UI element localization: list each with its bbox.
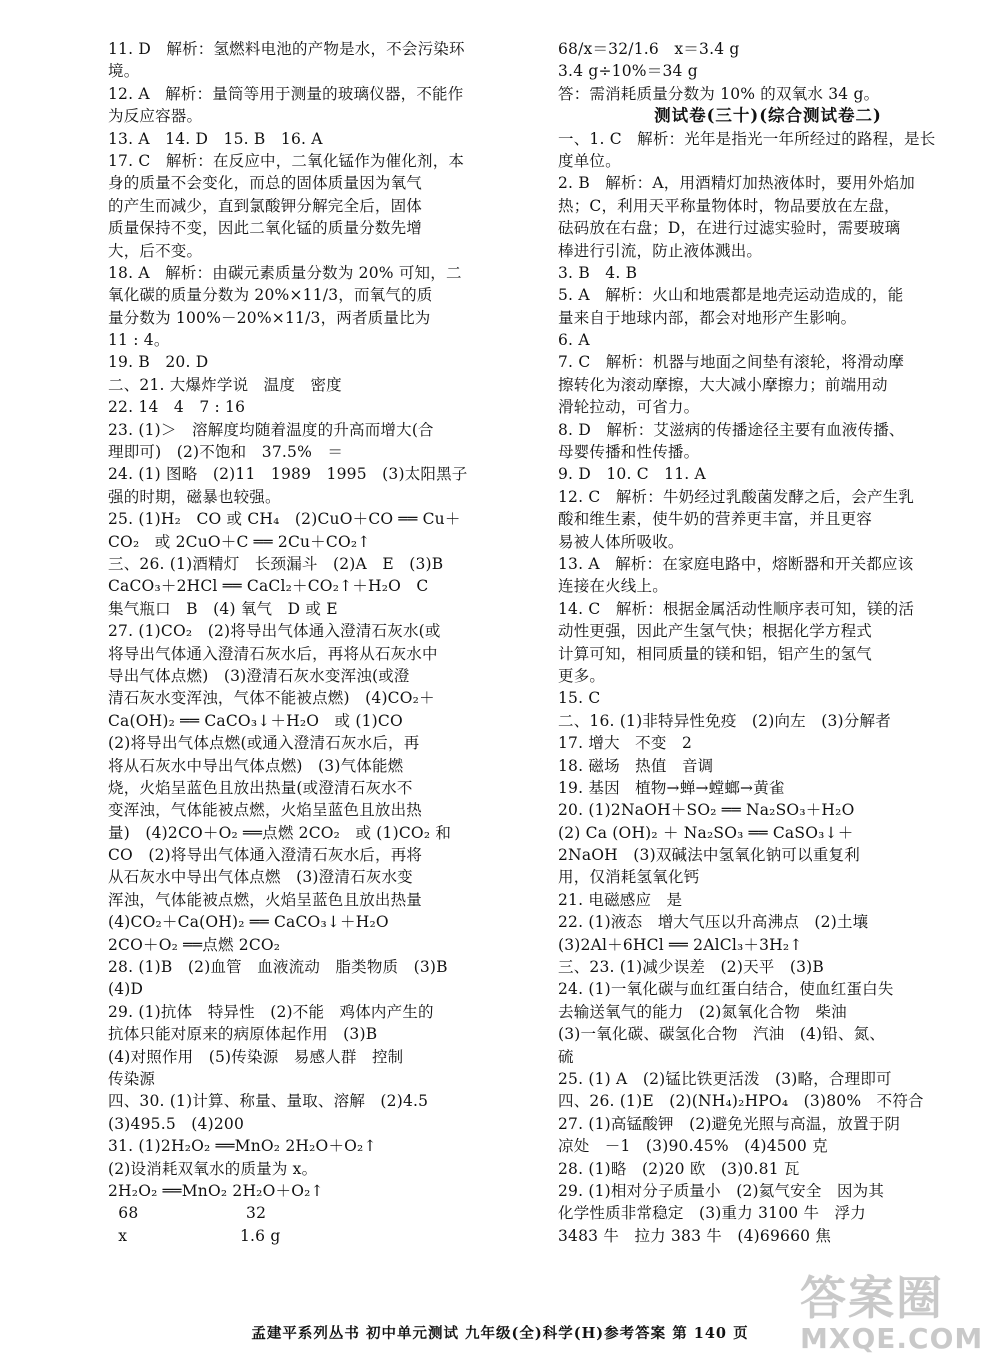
answer-line: 13. A 解析：在家庭电路中，熔断器和开关都应该 (558, 554, 914, 573)
answer-line: (2) Ca (OH)₂ ＋ Na₂SO₃ ══ CaSO₃↓＋ (558, 823, 854, 842)
answer-line: 11. D 解析：氢燃料电池的产物是水，不会污染环 (108, 40, 465, 58)
answer-line: 28. (1)B (2)血管 血液流动 脂类物质 (3)B (108, 958, 448, 977)
answer-line: 去输送氧气的能力 (2)氮氧化合物 柴油 (558, 1002, 847, 1021)
answer-line: 答：需消耗质量分数为 10% 的双氧水 34 g。 (558, 84, 880, 103)
left-column (108, 38, 540, 1247)
answer-line: 12. C 解析：牛奶经过乳酸菌发酵之后，会产生乳 (558, 487, 915, 506)
answer-line: 境。 (108, 62, 140, 81)
answer-line: 连接在火线上。 (558, 577, 668, 596)
answer-line: 母婴传播和性传播。 (558, 443, 700, 462)
answer-line: 12. A 解析：量筒等用于测量的玻璃仪器，不能作 (108, 84, 464, 103)
answer-line: 抗体只能对原来的病原体起作用 (3)B (108, 1025, 378, 1044)
answer-line: 传染源 (108, 1069, 156, 1088)
answer-line: 硫 (558, 1047, 574, 1066)
answer-line: (2)将导出气体点燃(或通入澄清石灰水后，再 (108, 734, 420, 753)
answer-line: 强的时期，磁暴也较强。 (108, 487, 281, 506)
answer-line: 25. (1)H₂ CO 或 CH₄ (2)CuO＋CO ══ Cu＋ (108, 510, 461, 529)
answer-line: 烧，火焰呈蓝色且放出热量(或澄清石灰水不 (108, 778, 413, 797)
right-column (558, 38, 978, 1247)
answer-line: 三、23. (1)减少误差 (2)天平 (3)B (558, 958, 824, 977)
answer-line: 68/x＝32/1.6 x＝3.4 g (558, 40, 740, 58)
answer-line: 2. B 解析：A，用酒精灯加热液体时，要用外焰加 (558, 174, 915, 193)
answer-line: 凉处 －1 (3)90.45% (4)4500 克 (558, 1137, 828, 1156)
answer-line: 集气瓶口 B (4) 氧气 D 或 E (108, 599, 338, 618)
answer-line: (3)2Al＋6HCl ══ 2AlCl₃＋3H₂↑ (558, 935, 803, 954)
watermark-text: 答案圈 (800, 1271, 944, 1325)
answer-line: 动性更强，因此产生氢气快；根据化学方程式 (558, 622, 873, 641)
answer-line: (3)一氧化碳、碳氢化合物 汽油 (4)铅、氮、 (558, 1025, 886, 1044)
answer-line: CO₂ 或 2CuO＋C ══ 2Cu＋CO₂↑ (108, 532, 371, 551)
answer-line: 18. 磁场 热值 音调 (558, 756, 714, 775)
answer-line: 一、1. C 解析：光年是指光一年所经过的路程，是长 (558, 129, 936, 148)
answer-line: 易被人体所吸收。 (558, 532, 684, 551)
answer-line: 化学性质非常稳定 (3)重力 3100 牛 浮力 (558, 1204, 866, 1223)
answer-line: 计算可知，相同质量的镁和铝，铝产生的氢气 (558, 644, 873, 663)
answer-line: 3.4 g÷10%＝34 g (558, 62, 698, 81)
answer-line: Ca(OH)₂ ══ CaCO₃↓＋H₂O 或 (1)CO (108, 711, 403, 730)
answer-line: 5. A 解析：火山和地震都是地壳运动造成的，能 (558, 286, 904, 305)
answer-line: 三、26. (1)酒精灯 长颈漏斗 (2)A E (3)B (108, 554, 444, 573)
answer-line: 6. A (558, 331, 590, 350)
answer-line: 8. D 解析：艾滋病的传播途径主要有血液传播、 (558, 420, 905, 439)
answer-line: 3. B 4. B (558, 263, 638, 282)
answer-line: 19. B 20. D (108, 353, 209, 372)
answer-line: 氧化碳的质量分数为 20%×11/3，而氧气的质 (108, 286, 433, 305)
answer-line: 27. (1)高锰酸钾 (2)避免光照与高温，放置于阴 (558, 1114, 901, 1133)
answer-line: 2NaOH (3)双碱法中氢氧化钠可以重复利 (558, 846, 860, 865)
answer-line: 29. (1)相对分子质量小 (2)氦气安全 因为其 (558, 1181, 885, 1200)
answer-line: 22. (1)液态 增大气压以升高沸点 (2)土壤 (558, 913, 869, 932)
answer-line: 27. (1)CO₂ (2)将导出气体通入澄清石灰水(或 (108, 622, 441, 641)
answer-line: 11 : 4。 (108, 331, 170, 350)
answer-line: 24. (1) 图略 (2)11 1989 1995 (3)太阳黑子 (108, 465, 468, 484)
answer-line: CO (2)将导出气体通入澄清石灰水后，再将 (108, 846, 423, 865)
answer-line: 从石灰水中导出气体点燃 (3)澄清石灰水变 (108, 868, 413, 887)
answer-line: 68 32 (108, 1204, 267, 1223)
answer-line: 3483 牛 拉力 383 牛 (4)69660 焦 (558, 1226, 832, 1245)
answer-line: 22. 14 4 7 : 16 (108, 398, 246, 417)
answer-line: x 1.6 g (108, 1226, 281, 1245)
answer-line: 理即可) (2)不饱和 37.5% ＝ (108, 443, 344, 462)
answer-line: 23. (1)＞ 溶解度均随着温度的升高而增大(合 (108, 420, 434, 439)
answer-line: 24. (1)一氧化碳与血红蛋白结合，使血红蛋白失 (558, 980, 894, 999)
answer-line: 21. 电磁感应 是 (558, 890, 683, 909)
answer-line: 擦转化为滚动摩擦，大大减小摩擦力；前端用动 (558, 375, 888, 394)
watermark-logo (800, 1262, 990, 1355)
answer-line: 质量保持不变，因此二氧化锰的质量分数先增 (108, 219, 423, 238)
section-title: 测试卷(三十)(综合测试卷二) (654, 106, 882, 126)
answer-line: 二、21. 大爆炸学说 温度 密度 (108, 375, 342, 394)
answer-line: 14. C 解析：根据金属活动性顺序表可知，镁的活 (558, 599, 915, 618)
answer-line: 13. A 14. D 15. B 16. A (108, 129, 323, 148)
answer-line: 更多。 (558, 666, 606, 685)
answer-line: 29. (1)抗体 特异性 (2)不能 鸡体内产生的 (108, 1002, 434, 1021)
answer-line: (4)对照作用 (5)传染源 易感人群 控制 (108, 1047, 404, 1066)
answer-line: 清石灰水变浑浊，气体不能被点燃) (4)CO₂＋ (108, 689, 435, 708)
answer-line: 为反应容器。 (108, 107, 203, 126)
answer-line: CaCO₃＋2HCl ══ CaCl₂＋CO₂↑＋H₂O C (108, 577, 429, 596)
answer-line: (3)495.5 (4)200 (108, 1114, 245, 1133)
answer-line: 2CO＋O₂ ══点燃 2CO₂ (108, 935, 281, 954)
answer-line: 砝码放在右盘；D，在进行过滤实验时，需要玻璃 (558, 219, 901, 238)
answer-line: (2)设消耗双氧水的质量为 x。 (108, 1159, 318, 1178)
answer-line: 的产生而减少，直到氯酸钾分解完全后，固体 (108, 196, 423, 215)
answer-line: 用，仅消耗氢氧化钙 (558, 868, 700, 887)
page-footer: 孟建平系列丛书 初中单元测试 九年级(全)科学(H)参考答案 第 140 页 (251, 1325, 749, 1342)
answer-line: 18. A 解析：由碳元素质量分数为 20% 可知，二 (108, 263, 462, 282)
answer-line: 二、16. (1)非特异性免疫 (2)向左 (3)分解者 (558, 711, 891, 730)
answer-line: 15. C (558, 689, 601, 708)
answer-line: (4)D (108, 980, 144, 999)
answer-line: 量) (4)2CO＋O₂ ══点燃 2CO₂ 或 (1)CO₂ 和 (108, 823, 452, 842)
answer-line: 棒进行引流，防止液体溅出。 (558, 241, 763, 260)
answer-line: 身的质量不会变化，而总的固体质量因为氧气 (108, 174, 423, 193)
answer-line: 17. C 解析：在反应中，二氧化锰作为催化剂，本 (108, 151, 465, 170)
answer-line: 导出气体点燃) (3)澄清石灰水变浑浊(或澄 (108, 666, 410, 685)
answer-line: 将从石灰水中导出气体点燃) (3)气体能燃 (108, 756, 404, 775)
answer-line: 28. (1)略 (2)20 欧 (3)0.81 瓦 (558, 1159, 800, 1178)
answer-line: 量分数为 100%－20%×11/3，两者质量比为 (108, 308, 431, 327)
answer-line: 量来自于地球内部，都会对地形产生影响。 (558, 308, 857, 327)
answer-line: 变浑浊，气体能被点燃，火焰呈蓝色且放出热 (108, 801, 423, 820)
answer-line: 17. 增大 不变 2 (558, 734, 693, 753)
answer-line: 19. 基因 植物→蝉→螳螂→黄雀 (558, 778, 785, 797)
answer-line: 四、26. (1)E (2)(NH₄)₂HPO₄ (3)80% 不符合 (558, 1092, 924, 1111)
answer-line: 7. C 解析：机器与地面之间垫有滚轮，将滑动摩 (558, 353, 905, 372)
answer-line: 度单位。 (558, 151, 621, 170)
answer-line: 31. (1)2H₂O₂ ══MnO₂ 2H₂O＋O₂↑ (108, 1137, 377, 1156)
answer-line: 9. D 10. C 11. A (558, 465, 706, 484)
answer-line: 大，后不变。 (108, 241, 203, 260)
answer-line: 四、30. (1)计算、称量、量取、溶解 (2)4.5 (108, 1092, 429, 1111)
answer-line: 20. (1)2NaOH＋SO₂ ══ Na₂SO₃＋H₂O (558, 801, 855, 820)
answer-line: 浑浊，气体能被点燃，火焰呈蓝色且放出热量 (108, 890, 423, 909)
answer-line: 热；C，利用天平称量物体时，物品要放在左盘， (558, 196, 900, 215)
answer-line: (4)CO₂＋Ca(OH)₂ ══ CaCO₃↓＋H₂O (108, 913, 389, 932)
answer-line: 25. (1) A (2)锰比铁更活泼 (3)略，合理即可 (558, 1069, 892, 1088)
answer-line: 2H₂O₂ ══MnO₂ 2H₂O＋O₂↑ (108, 1181, 324, 1200)
answer-line: 滑轮拉动，可省力。 (558, 398, 700, 417)
answer-line: 将导出气体通入澄清石灰水后，再将从石灰水中 (108, 644, 438, 663)
watermark-url: MXQE.COM (800, 1322, 984, 1355)
answer-line: 酸和维生素，使牛奶的营养更丰富，并且更容 (558, 510, 873, 529)
